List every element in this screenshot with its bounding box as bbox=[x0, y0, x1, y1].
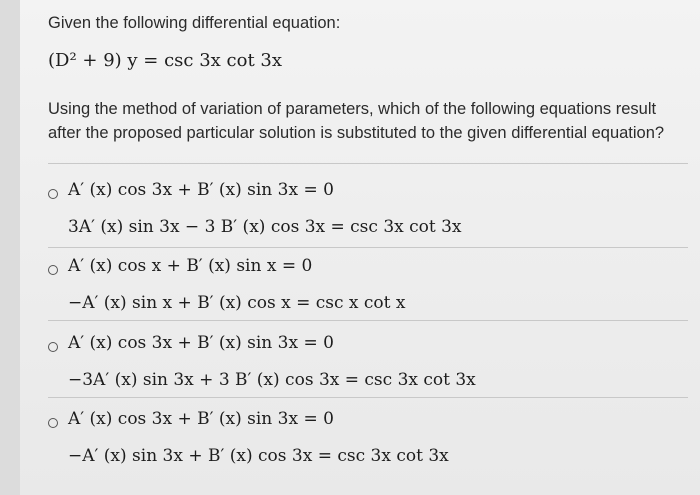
radio-button[interactable] bbox=[48, 265, 58, 275]
option-equation-2: −A′ (x) sin x + B′ (x) cos x = csc x cot x bbox=[68, 293, 406, 313]
differential-equation: (D² + 9) y = csc 3x cot 3x bbox=[48, 50, 283, 71]
divider bbox=[48, 397, 688, 398]
option-equation-2: −A′ (x) sin 3x + B′ (x) cos 3x = csc 3x cot 3x bbox=[68, 446, 449, 466]
divider bbox=[48, 247, 688, 248]
question-prompt: Using the method of variation of parameters, which of the following equations result after the proposed particular solution is substituted to the given differential equation? bbox=[48, 100, 665, 142]
question-card bbox=[20, 0, 700, 495]
radio-button[interactable] bbox=[48, 189, 58, 199]
divider bbox=[48, 320, 688, 321]
option-equation-2: 3A′ (x) sin 3x − 3 B′ (x) cos 3x = csc 3x cot 3x bbox=[68, 217, 462, 237]
question-intro: Given the following differential equation: bbox=[48, 14, 341, 32]
radio-button[interactable] bbox=[48, 342, 58, 352]
divider bbox=[48, 163, 688, 164]
option-equation-1: A′ (x) cos 3x + B′ (x) sin 3x = 0 bbox=[68, 180, 334, 200]
option-equation-2: −3A′ (x) sin 3x + 3 B′ (x) cos 3x = csc 3x cot 3x bbox=[68, 370, 476, 390]
radio-button[interactable] bbox=[48, 418, 58, 428]
option-equation-1: A′ (x) cos x + B′ (x) sin x = 0 bbox=[68, 256, 313, 276]
option-equation-1: A′ (x) cos 3x + B′ (x) sin 3x = 0 bbox=[68, 409, 334, 429]
answer-option-1[interactable] bbox=[48, 180, 688, 256]
answer-option-4[interactable] bbox=[48, 409, 688, 485]
option-equation-1: A′ (x) cos 3x + B′ (x) sin 3x = 0 bbox=[68, 333, 334, 353]
question-intro-block bbox=[48, 12, 688, 34]
